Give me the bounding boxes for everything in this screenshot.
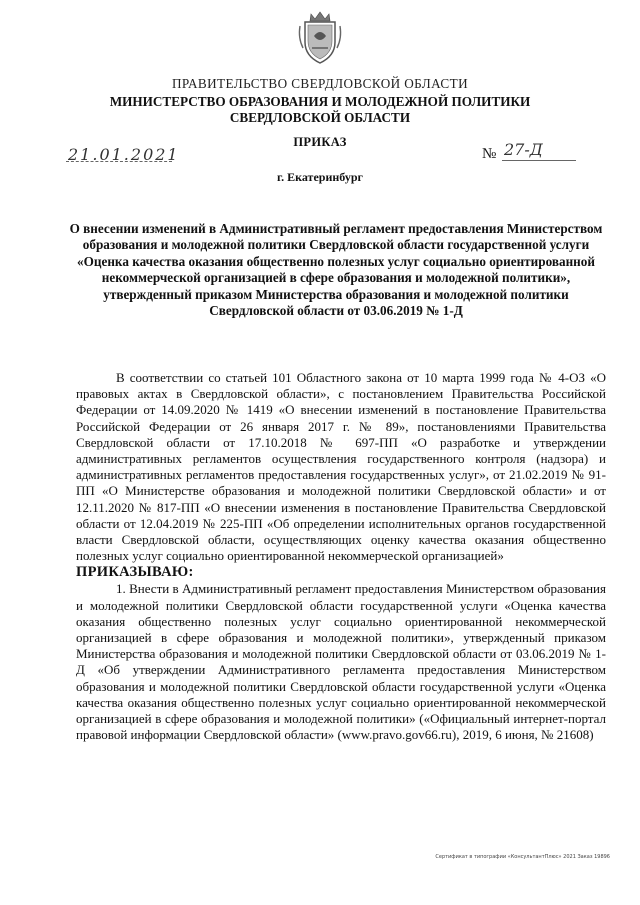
order-date: 21.01.2021	[68, 145, 180, 164]
order-number: 27-Д	[504, 140, 543, 159]
order-label: ПРИКАЗ	[293, 135, 347, 149]
ministry-line-2: СВЕРДЛОВСКОЙ ОБЛАСТИ	[229, 110, 411, 125]
footer-note: Сертификат в типографии «КонсультантПлюс» 2021 Заказ 19896	[435, 854, 610, 860]
date-underline	[66, 161, 172, 162]
ministry-header	[0, 94, 640, 126]
ministry-line-1: МИНИСТЕРСТВО ОБРАЗОВАНИЯ И МОЛОДЕЖНОЙ ПОЛИТИКИ	[109, 94, 531, 109]
government-header: ПРАВИТЕЛЬСТВО СВЕРДЛОВСКОЙ ОБЛАСТИ	[171, 76, 468, 91]
city: г. Екатеринбург	[277, 170, 363, 184]
number-sign: №	[482, 146, 497, 162]
order-word: ПРИКАЗЫВАЮ:	[76, 564, 194, 581]
document-body	[76, 370, 606, 743]
coat-of-arms-icon	[297, 8, 343, 66]
document-title: О внесении изменений в Административный регламент предоставления Министерством образования и молодежной политики Свердловской области государственной услуги «Оценка качества оказания общественно полезных услуг социально ориентированной некоммерческой организацией в сфере образования и молодежной политики», утвержденный приказом Министерства образования и молодежной политики Свердловской области от 03.06.2019 № 1-Д	[69, 221, 603, 319]
preamble-paragraph: В соответствии со статьей 101 Областного закона от 10 марта 1999 года № 4-ОЗ «О правовых актах в Свердловской области», с постановлением Правительства Российской Федерации от 14.09.2020 № 1419 «О внесении изменений в постановление Правительства Российской Федерации от 26 января 2017 г. № 89», постановлениями Правительства Свердловской области от 17.10.2018 № 697-ПП «О разработке и утверждении административных регламентов осуществления государственного контроля (надзора) и административных регламентов предоставления государственных услуг», от 21.02.2019 № 91-ПП «О Министерстве образования и молодежной политики Свердловской области» и от 12.11.2020 № 817-ПП «О внесении изменения в постановление Правительства Свердловской области от 12.04.2019 № 225-ПП «Об определении исполнительных органов государственной власти Свердловской области, осуществляющих оценку качества оказания общественно полезных услуг социально ориентированной некоммерческой организацией»	[76, 370, 606, 564]
item-1-paragraph: 1. Внести в Административный регламент предоставления Министерством образования и молодежной политики Свердловской области государственной услуги «Оценка качества оказания общественно полезных услуг социально ориентированной некоммерческой организацией в сфере образования и молодежной политики», утвержденный приказом Министерства образования и молодежной политики Свердловской области от 03.06.2019 № 1-Д «Об утверждении Административного регламента предоставления Министерством образования и молодежной политики Свердловской области государственной услуги «Оценка качества оказания общественно полезных услуг социально ориентированной некоммерческой организацией в сфере образования и молодежной политики» («Официальный интернет-портал правовой информации Свердловской области» (www.pravo.gov66.ru), 2019, 6 июня, № 21608)	[76, 581, 606, 743]
number-underline	[502, 160, 576, 161]
